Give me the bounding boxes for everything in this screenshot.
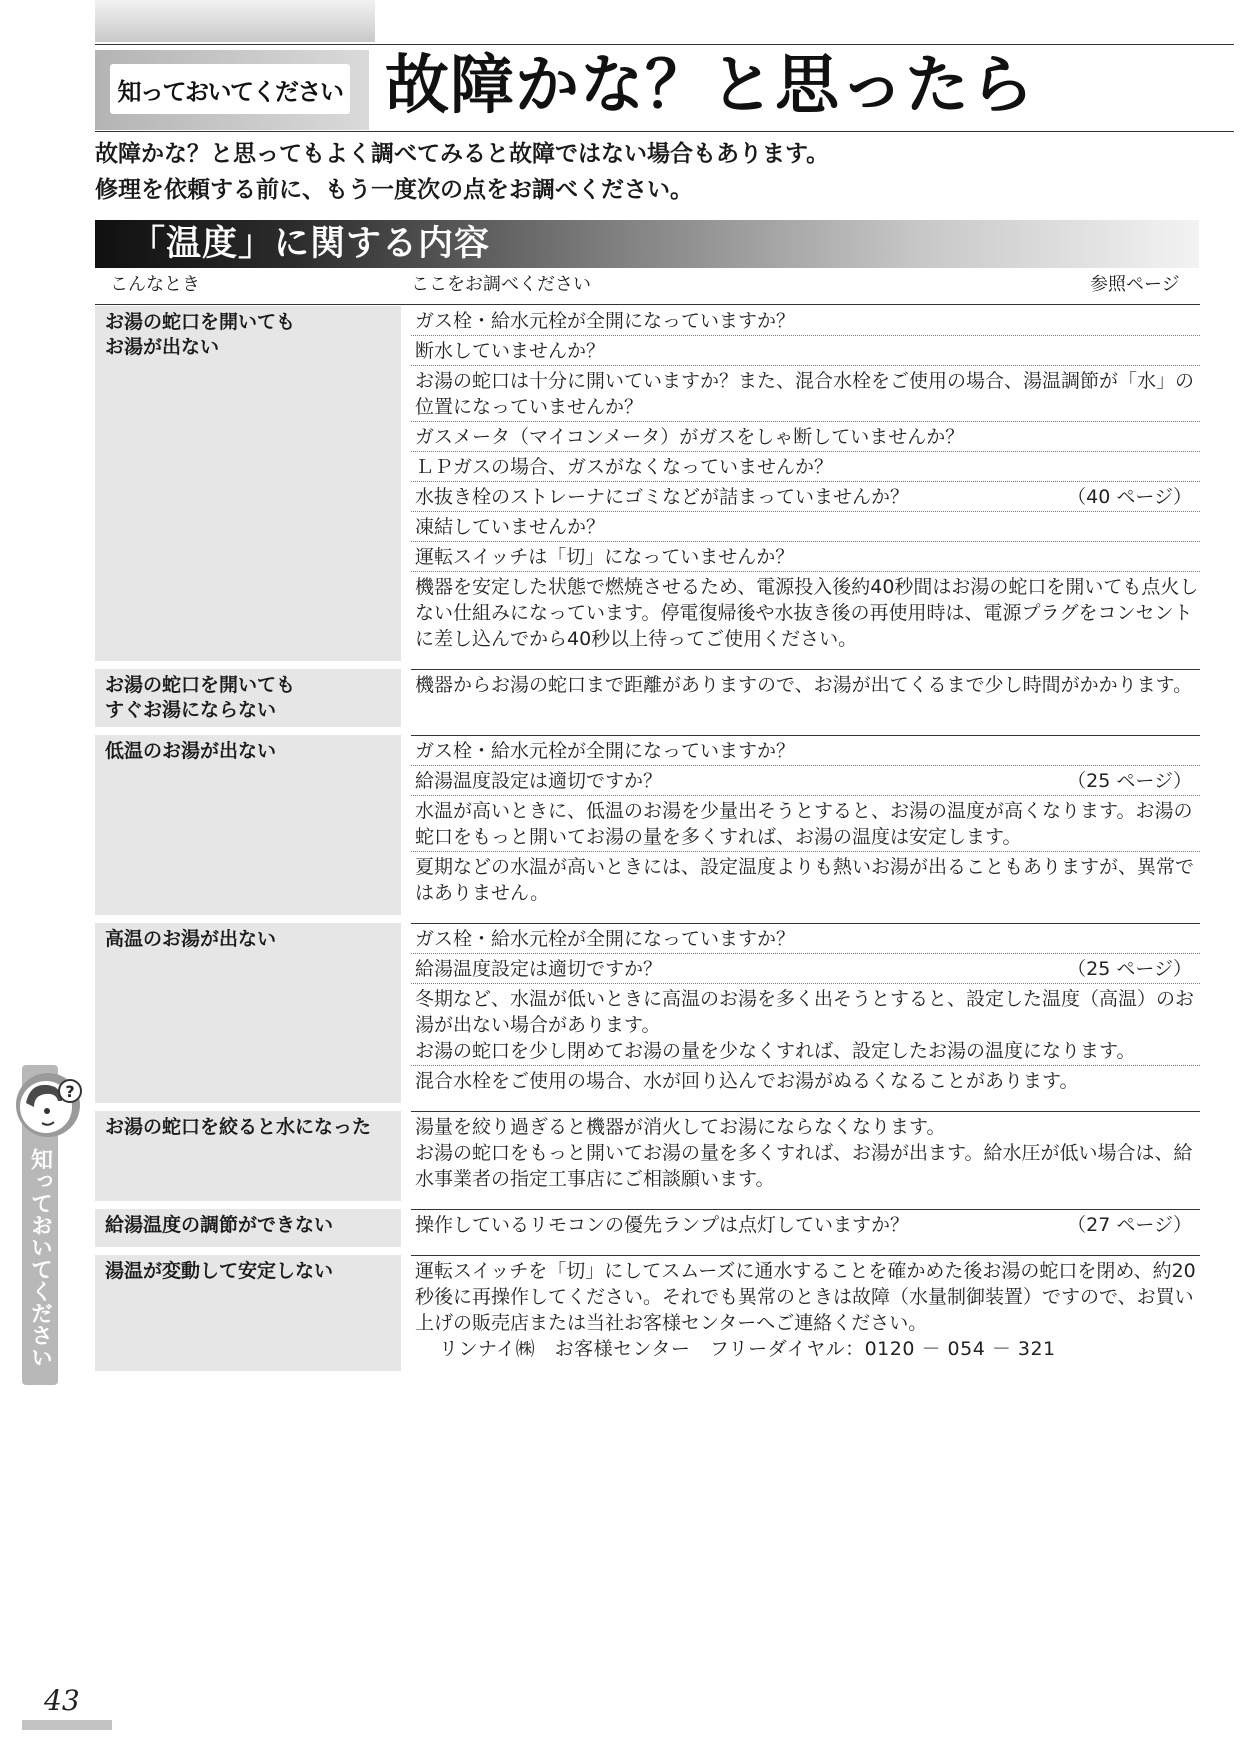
check-item-text [411, 544, 1200, 570]
check-list [411, 306, 1200, 661]
svg-text:?: ? [65, 1082, 75, 1101]
column-header-check: ここをお調べください [411, 274, 591, 295]
check-item-text [411, 738, 1200, 764]
header-top-rule [95, 44, 1234, 45]
check-item-text [411, 424, 1200, 450]
check-item [411, 984, 1200, 1066]
check-item-text [411, 798, 1200, 850]
table-row [95, 669, 1200, 727]
customer-center-contact: リンナイ㈱ お客様センター フリーダイヤル：0120 － 054 － 321 [439, 1338, 1056, 1360]
table-row [95, 735, 1200, 915]
check-list [411, 1111, 1200, 1201]
check-list [411, 669, 1200, 727]
check-list [411, 1255, 1200, 1371]
condition-cell: お湯の蛇口を絞ると水になった [95, 1111, 401, 1201]
check-item [411, 1210, 1200, 1239]
check-item-text [411, 956, 1062, 982]
check-item-text [411, 308, 1200, 334]
check-item [411, 572, 1200, 653]
condition-cell: 低温のお湯が出ない [95, 735, 401, 915]
check-item-body: 水温が高いときに、低温のお湯を少量出そうとすると、お湯の温度が高くなります。お湯の蛇口をもっと開いてお湯の量を多くすれば、お湯の温度は安定します。 [415, 800, 1193, 848]
page-reference: （40 ページ） [1067, 486, 1192, 508]
check-item-text [411, 926, 1200, 952]
check-item-text [411, 986, 1200, 1064]
check-item [411, 542, 1200, 572]
check-item [411, 924, 1200, 954]
check-item-body: 混合水栓をご使用の場合、水が回り込んでお湯がぬるくなることがあります。 [415, 1070, 1079, 1092]
check-item [411, 452, 1200, 482]
condition-cell: 給湯温度の調節ができない [95, 1209, 401, 1247]
header-label: 知っておいてください [110, 64, 350, 114]
check-item-text [411, 484, 1062, 510]
intro-line-1: 故障かな？と思ってもよく調べてみると故障ではない場合もあります。 [95, 141, 830, 167]
table-row [95, 923, 1200, 1103]
intro-text [95, 136, 1225, 208]
check-item [411, 852, 1200, 907]
check-item [411, 670, 1200, 699]
check-item-text [411, 574, 1200, 652]
check-item [411, 422, 1200, 452]
check-item-body: お湯の蛇口は十分に開いていますか？また、混合水栓をご使用の場合、湯温調節が「水」の位置になっていませんか？ [415, 370, 1195, 418]
check-item-body: ガスメータ（マイコンメータ）がガスをしゃ断していませんか？ [415, 426, 965, 448]
table-row [95, 1111, 1200, 1201]
check-item-body: 運転スイッチは「切」になっていませんか？ [415, 546, 795, 568]
check-item-text [411, 338, 1200, 364]
check-item-body: 水抜き栓のストレーナにゴミなどが詰まっていませんか？ [415, 486, 910, 508]
check-item [411, 796, 1200, 852]
table-row [95, 1255, 1200, 1371]
question-person-icon [14, 1067, 88, 1141]
check-item-text [411, 514, 1200, 540]
check-item-text [411, 1258, 1200, 1362]
check-item [411, 1066, 1200, 1095]
check-item [411, 736, 1200, 766]
check-list [411, 1209, 1200, 1247]
check-item [411, 306, 1200, 336]
check-item [411, 1256, 1200, 1363]
header-bottom-rule [95, 131, 1234, 132]
page-title: 故障かな？と思ったら [385, 49, 1035, 123]
check-list [411, 923, 1200, 1103]
intro-line-2: 修理を依頼する前に、もう一度次の点をお調べください。 [95, 177, 693, 203]
check-item-text [411, 1068, 1200, 1094]
check-item [411, 482, 1200, 512]
check-item [411, 512, 1200, 542]
condition-cell: お湯の蛇口を開いても すぐお湯にならない [95, 669, 401, 727]
column-header-ref: 参照ページ [1090, 274, 1180, 295]
check-item-text [411, 854, 1200, 906]
page-reference: （27 ページ） [1067, 1214, 1192, 1236]
table-row [95, 1209, 1200, 1247]
check-item-body: 機器からお湯の蛇口まで距離がありますので、お湯が出てくるまで少し時間がかかります。 [415, 674, 1193, 696]
check-item-body: 湯量を絞り過ぎると機器が消火してお湯にならなくなります。 お湯の蛇口をもっと開いてお湯の量を多くすれば、お湯が出ます。給水圧が低い場合は、給水事業者の指定工事店にご相談願います。 [415, 1116, 1193, 1190]
check-item-text [411, 1114, 1200, 1192]
check-item-text [411, 672, 1200, 698]
check-item-text [411, 454, 1200, 480]
troubleshooting-table [95, 306, 1200, 1371]
page-reference: （25 ページ） [1067, 958, 1192, 980]
column-header-condition: こんなとき [110, 274, 200, 295]
check-item [411, 766, 1200, 796]
column-header-rule [95, 304, 1200, 305]
top-tab-decoration [95, 0, 375, 42]
page-number: 43 [44, 1684, 80, 1717]
check-list [411, 735, 1200, 915]
check-item-body: ガス栓・給水元栓が全開になっていますか？ [415, 928, 796, 950]
check-item-text [411, 368, 1200, 420]
check-item [411, 1112, 1200, 1193]
condition-cell: 高温のお湯が出ない [95, 923, 401, 1103]
check-item-body: 運転スイッチを「切」にしてスムーズに通水することを確かめた後お湯の蛇口を閉め、約20秒後に再操作してください。それでも異常のときは故障（水量制御装置）ですので、お買い上げの販売店または当社お客様センターへご連絡ください。 [415, 1260, 1196, 1334]
check-item-body: 給湯温度設定は適切ですか？ [415, 958, 663, 980]
condition-cell: 湯温が変動して安定しない [95, 1255, 401, 1371]
check-item-body: 給湯温度設定は適切ですか？ [415, 770, 663, 792]
condition-cell: お湯の蛇口を開いても お湯が出ない [95, 306, 401, 661]
check-item-body: 夏期などの水温が高いときには、設定温度よりも熱いお湯が出ることもありますが、異常ではありません。 [415, 856, 1195, 904]
page-number-bar [22, 1720, 112, 1730]
side-tab-label: 知っておいてください [27, 1148, 53, 1368]
page-reference: （25 ページ） [1067, 770, 1192, 792]
check-item-body: 冬期など、水温が低いときに高温のお湯を多く出そうとすると、設定した温度（高温）のお湯が出ない場合があります。 お湯の蛇口を少し閉めてお湯の量を少なくすれば、設定したお湯の温度になります。 [415, 988, 1195, 1062]
check-item-body: 操作しているリモコンの優先ランプは点灯していますか？ [415, 1214, 910, 1236]
check-item-body: ＬＰガスの場合、ガスがなくなっていませんか？ [415, 456, 834, 478]
check-item-body: ガス栓・給水元栓が全開になっていますか？ [415, 310, 796, 332]
check-item-text [411, 768, 1062, 794]
check-item [411, 954, 1200, 984]
check-item [411, 336, 1200, 366]
check-item-body: 機器を安定した状態で燃焼させるため、電源投入後約40秒間はお湯の蛇口を開いても点火しない仕組みになっています。停電復帰後や水抜き後の再使用時は、電源プラグをコンセントに差し込んでから40秒以上待ってご使用ください。 [415, 576, 1199, 650]
check-item-body: 断水していませんか？ [415, 340, 606, 362]
table-row [95, 306, 1200, 661]
check-item-body: ガス栓・給水元栓が全開になっていますか？ [415, 740, 796, 762]
check-item [411, 366, 1200, 422]
check-item-body: 凍結していませんか？ [415, 516, 606, 538]
check-item-text [411, 1212, 1062, 1238]
section-title: 「温度」に関する内容 [130, 224, 491, 264]
